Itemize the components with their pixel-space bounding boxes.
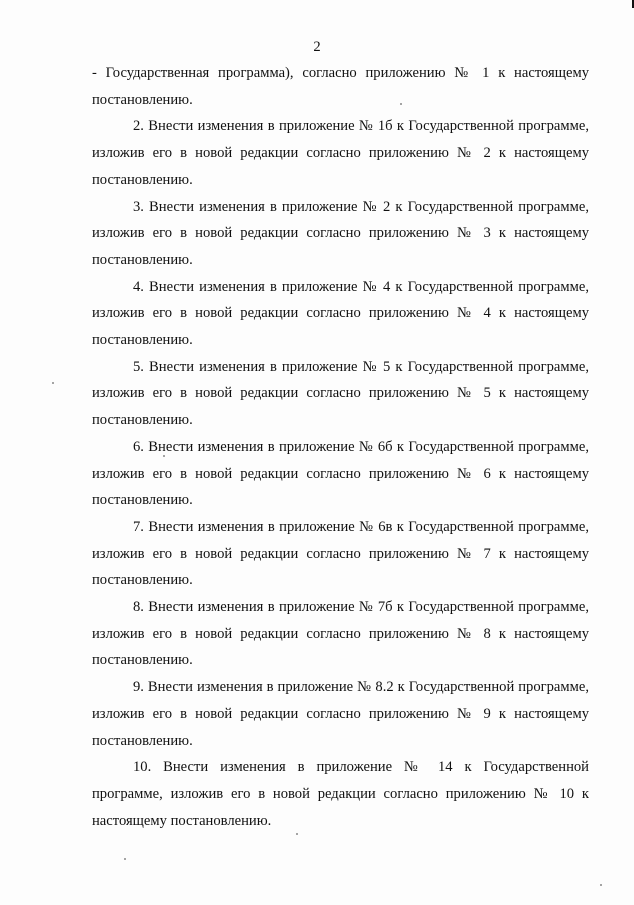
scan-speck: [52, 382, 54, 384]
scan-speck: [124, 858, 126, 860]
paragraph-item-6: 6. Внести изменения в приложение № 6б к Государственной программе, изложив его в новой редакции согласно приложению № 6 к настоящему постановлению.: [92, 438, 589, 509]
paragraph-item-10: 10. Внести изменения в приложение № 14 к Государственной программе, изложив его в новой редакции согласно приложению № 10 к настоящему постановлению.: [92, 759, 589, 829]
paragraph-item-5: 5. Внести изменения в приложение № 5 к Государственной программе, изложив его в новой редакции согласно приложению № 5 к настоящему постановлению.: [92, 358, 589, 429]
document-body: [92, 60, 589, 834]
paragraph-item-8: 8. Внести изменения в приложение № 7б к Государственной программе, изложив его в новой редакции согласно приложению № 8 к настоящему постановлению.: [92, 599, 589, 669]
paragraph-item-9: 9. Внести изменения в приложение № 8.2 к Государственной программе, изложив его в новой редакции согласно приложению № 9 к настоящему постановлению.: [92, 679, 589, 749]
page-number: 2: [313, 39, 321, 55]
paragraph-item-4: 4. Внести изменения в приложение № 4 к Государственной программе, изложив его в новой редакции согласно приложению № 4 к настоящему постановлению.: [92, 278, 589, 349]
paragraph-continuation: - Государственная программа), согласно приложению № 1 к настоящему постановлению.: [92, 65, 589, 108]
scan-speck: [163, 455, 165, 457]
scan-speck: [400, 103, 402, 105]
paragraph-item-7: 7. Внести изменения в приложение № 6в к Государственной программе, изложив его в новой редакции согласно приложению № 7 к настоящему постановлению.: [92, 518, 589, 589]
paragraph-item-3: 3. Внести изменения в приложение № 2 к Государственной программе, изложив его в новой редакции согласно приложению № 3 к настоящему постановлению.: [92, 198, 589, 268]
scan-speck: [296, 833, 298, 835]
paragraph-item-2: 2. Внести изменения в приложение № 1б к Государственной программе, изложив его в новой редакции согласно приложению № 2 к настоящему постановлению.: [92, 118, 589, 188]
scan-speck: [600, 884, 602, 886]
